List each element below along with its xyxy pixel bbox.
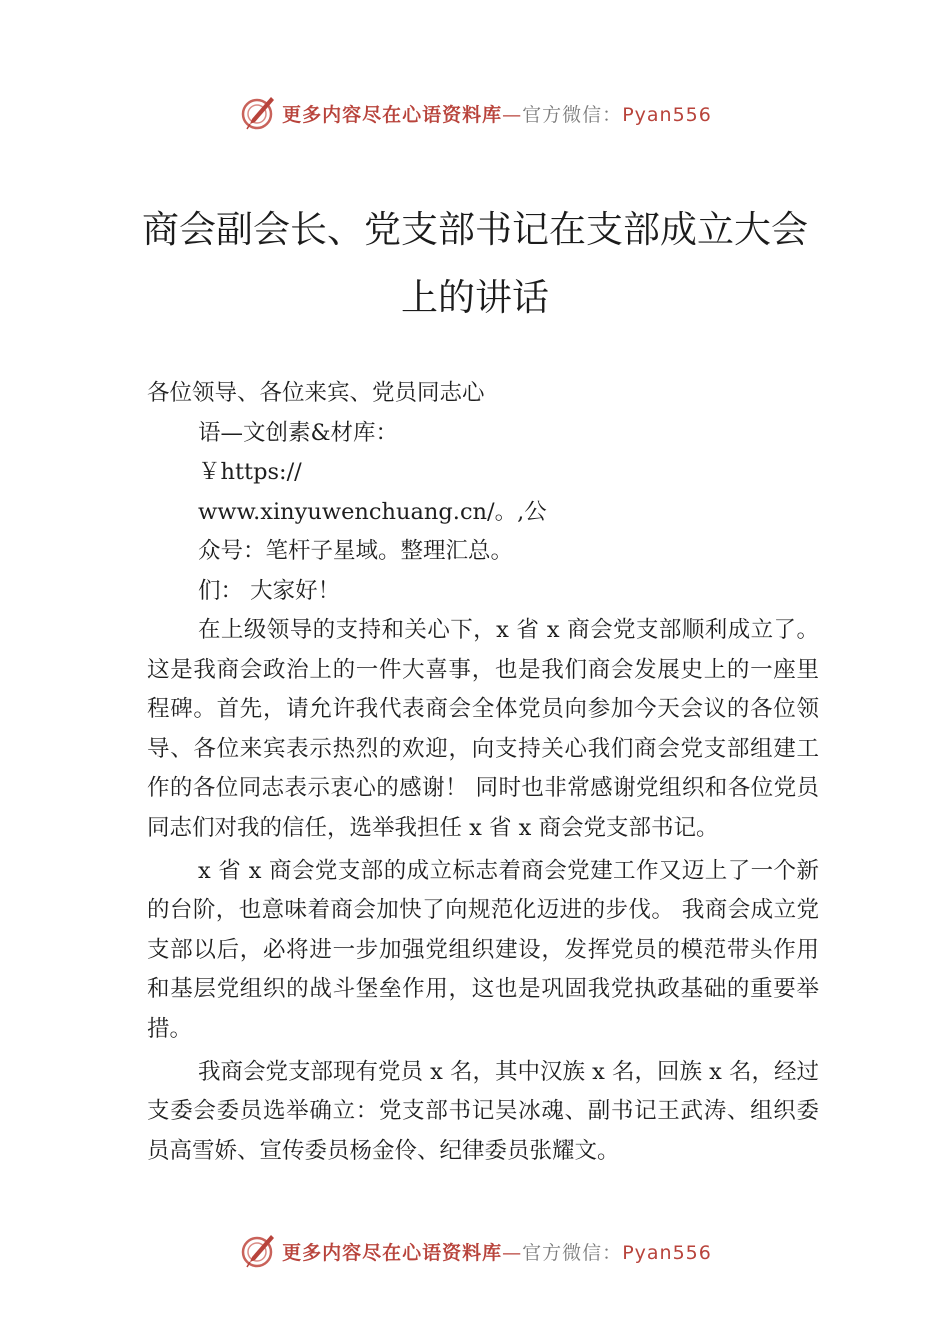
banner-text	[282, 100, 712, 127]
banner-wechat-id: Pyan556	[622, 1241, 712, 1264]
greeting-line: 们： 大家好！	[198, 577, 341, 604]
pen-logo-icon	[238, 1231, 278, 1271]
document-body	[147, 374, 827, 1174]
footer-banner	[0, 1226, 950, 1276]
banner-brand: 更多内容尽在心语资料库	[282, 1241, 503, 1264]
paragraph: 在上级领导的支持和关心下，x 省 x 商会党支部顺利成立了。这是我商会政治上的一件大喜事，也是我们商会发展史上的一座里程碑。首先，请允许我代表商会全体党员向参加今天会议的各位领导、各位来宾表示热烈的欢迎，向支持关心我们商会党支部组建工作的各位同志表示衷心的感谢！ 同时也非常感谢党组织和各位党员同志们对我的信任，选举我担任 x 省 x 商会党支部书记。	[147, 617, 819, 841]
body-line: 语—文创素&材库：	[198, 419, 399, 446]
pen-logo-icon	[238, 93, 278, 133]
body-line: www.xinyuwenchuang.cn/。,公	[198, 498, 547, 525]
salutation-line: 各位领导、各位来宾、党员同志心	[147, 380, 485, 406]
banner-contact-label: 官方微信：	[522, 1241, 623, 1264]
banner-contact-label: 官方微信：	[522, 103, 623, 126]
body-line: 众号：笔杆子星域。整理汇总。	[198, 538, 514, 564]
paragraph: x 省 x 商会党支部的成立标志着商会党建工作又迈上了一个新的台阶，也意味着商会加快了向规范化迈进的步伐。 我商会成立党支部以后，必将进一步加强党组织建设，发挥党员的模范带头作用和基层党组织的战斗堡垒作用，这也是巩固我党执政基础的重要举措。	[147, 857, 819, 1042]
paragraph: 我商会党支部现有党员 x 名，其中汉族 x 名，回族 x 名，经过支委会委员选举确立：党支部书记吴冰魂、副书记王武涛、组织委员高雪娇、宣传委员杨金伶、纪律委员张耀文。	[147, 1058, 819, 1164]
document-title: 商会副会长、党支部书记在支部成立大会上的讲话	[142, 208, 808, 319]
header-banner	[0, 88, 950, 138]
banner-wechat-id: Pyan556	[622, 103, 712, 126]
banner-brand: 更多内容尽在心语资料库	[282, 103, 503, 126]
banner-text	[282, 1238, 712, 1265]
body-line: ￥https://	[198, 459, 302, 485]
banner-dash: —	[502, 103, 523, 126]
banner-dash: —	[502, 1241, 523, 1264]
